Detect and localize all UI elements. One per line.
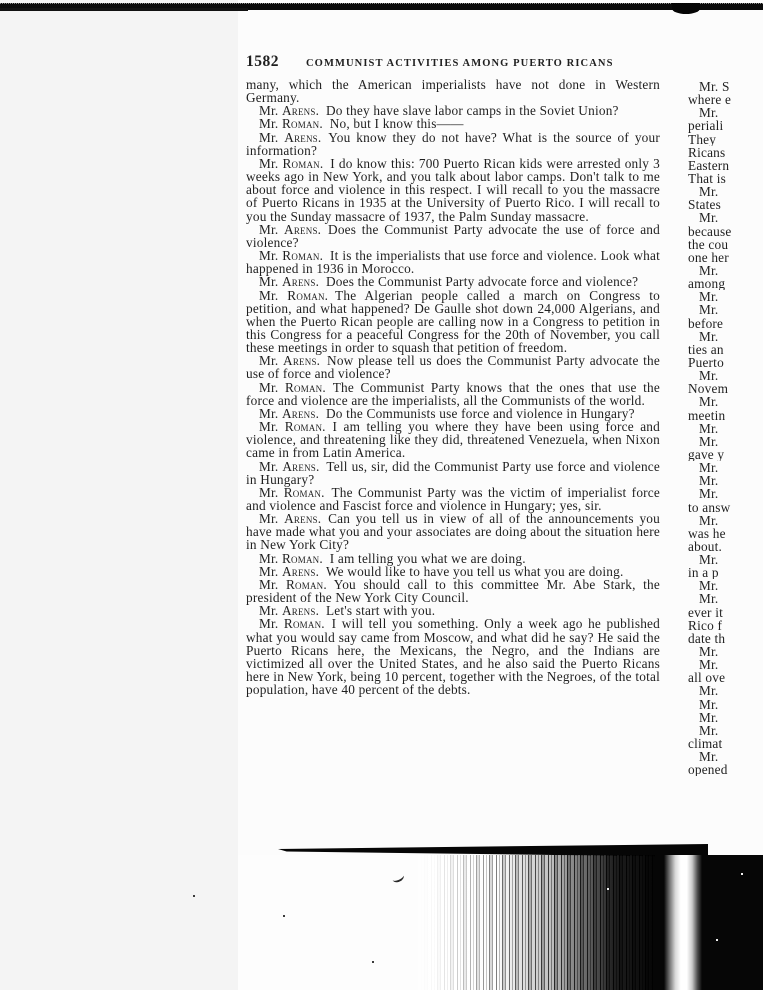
- transcript-paragraph: Mr. Arens. Can you tell us in view of all of the announcements you have made what you and your associates are doing about the situation here in New York City?: [246, 511, 661, 553]
- adjacent-page-fragment: [688, 80, 763, 776]
- transcript-paragraph: Mr. Roman. I am telling you what we are doing.: [259, 550, 526, 566]
- speaker-prefix: Mr.: [259, 419, 285, 435]
- fragment-line: Mr.: [699, 645, 719, 659]
- transcript-paragraph: Mr. Roman. No, but I know this——: [259, 116, 464, 132]
- fragment-line: Mr.: [699, 474, 719, 488]
- fragment-line: Mr.: [699, 658, 719, 672]
- fragment-line: Puerto: [688, 355, 724, 370]
- speaker-prefix: Mr.: [259, 576, 286, 592]
- fragment-line: Mr.: [699, 513, 719, 527]
- speaker-prefix: Mr.: [259, 103, 282, 119]
- transcript-paragraph: Mr. Arens. We would like to have you tell us what you are doing.: [259, 563, 624, 579]
- scan-curl-mark: [391, 871, 406, 884]
- running-header: [246, 53, 660, 71]
- fragment-line: Mr.: [699, 106, 719, 120]
- speaker-prefix: Mr.: [259, 274, 282, 290]
- fragment-line: States: [688, 198, 721, 212]
- speaker-name: Arens.: [283, 353, 321, 369]
- fragment-line: in a p: [688, 566, 719, 580]
- speaker-prefix: Mr.: [259, 116, 282, 132]
- transcript-paragraph: many, which the American imperialists have not done in Western Germany.: [246, 77, 660, 106]
- speaker-prefix: Mr.: [259, 603, 282, 619]
- scan-white-dot: [607, 888, 609, 890]
- speaker-prefix: Mr.: [259, 616, 284, 632]
- fragment-line: Mr.: [699, 395, 719, 409]
- transcript-paragraph: Mr. Roman. You should call to this committee Mr. Abe Stark, the president of the New York City Council.: [246, 576, 660, 606]
- scan-artifact-streaks: [418, 855, 663, 990]
- speaker-name: Roman.: [281, 550, 323, 566]
- transcript-paragraph: Mr. Roman. I do know this: 700 Puerto Rican kids were arrested only 3 weeks ago in New York, and you talk about labor camps. Don't talk to me about force and violence in this respect. I will recall to you the massacre of Puerto Ricans in 1935 at the University of Puerto Rico. I will recall to you the Sunday massacre of 1937, the Palm Sunday massacre.: [246, 155, 660, 224]
- fragment-line: ties an: [688, 342, 724, 356]
- speaker-name: Arens.: [281, 603, 320, 619]
- fragment-line: because: [688, 224, 732, 238]
- speaker-prefix: Mr.: [259, 405, 282, 421]
- transcript-paragraph: Mr. Roman. I will tell you something. Only a week ago he published what you would say came from Moscow, and what did he say? He said the Puerto Ricans here, the Mexicans, the Negro, and the Indians are victimized all over the United States, and he also said the Puerto Ricans here in New York, being 10 percent, together with the Negroes, of the total population, have 40 percent of the debts.: [246, 616, 660, 698]
- fragment-line: about.: [688, 539, 723, 554]
- scan-speck: [372, 961, 374, 963]
- left-margin-strip: [0, 0, 238, 990]
- fragment-line: Mr.: [699, 290, 719, 304]
- transcript-paragraph: Mr. Arens. Let's start with you.: [259, 603, 436, 619]
- fragment-line: Mr.: [699, 710, 719, 724]
- fragment-line: gave y: [688, 447, 725, 462]
- transcript-paragraph: Mr. Roman. The Communist Party was the victim of imperialist force and violence and Fascist force and violence in Hungary; yes, sir.: [246, 484, 660, 513]
- speaker-name: Arens.: [284, 511, 322, 527]
- speaker-prefix: Mr.: [259, 458, 283, 474]
- speaker-name: Roman.: [283, 484, 325, 500]
- speaker-prefix: Mr.: [259, 484, 284, 500]
- scan-artifact-top-blob: [672, 3, 700, 14]
- fragment-line: That is: [688, 171, 726, 186]
- fragment-line: Mr.: [699, 553, 719, 567]
- fragment-line: before: [688, 316, 724, 330]
- speaker-prefix: Mr.: [259, 287, 288, 303]
- fragment-line: Mr.: [699, 697, 719, 711]
- speaker-prefix: Mr.: [259, 563, 282, 579]
- fragment-line: periali: [688, 119, 724, 133]
- fragment-line: Mr.: [699, 211, 719, 225]
- speaker-prefix: Mr.: [259, 353, 284, 369]
- transcript-paragraph: Mr. Roman. The Communist Party knows that the ones that use the force and violence are the imperialists, all the Communists of the world.: [246, 379, 660, 408]
- speaker-prefix: Mr.: [259, 129, 285, 145]
- speaker-name: Roman.: [283, 616, 325, 632]
- fragment-line: Mr.: [699, 750, 719, 764]
- fragment-line: They: [688, 132, 717, 146]
- fragment-line: Mr.: [699, 684, 719, 698]
- fragment-line: ever it: [688, 605, 723, 619]
- speaker-name: Arens.: [281, 405, 320, 421]
- transcript-body: [246, 78, 660, 696]
- fragment-line: among: [688, 277, 726, 291]
- speaker-name: Arens.: [282, 458, 320, 474]
- scan-white-dot: [741, 873, 743, 875]
- scan-speck: [283, 915, 285, 917]
- fragment-line: Mr.: [699, 303, 719, 317]
- transcript-paragraph: Mr. Roman. The Algerian people called a march on Congress to petition, and what happened? De Gaulle shot down 24,000 Algerians, and when the Puerto Rican people are calling now in a Congress to petition in this Congress for a peaceful Congress for the 20th of November, you call these meetings in order to squash that petition of freedom.: [246, 287, 660, 356]
- fragment-line: one her: [688, 250, 729, 264]
- speaker-name: Arens.: [284, 129, 322, 145]
- header-title: COMMUNIST ACTIVITIES AMONG PUERTO RICANS: [306, 58, 614, 69]
- fragment-line: the cou: [688, 237, 729, 251]
- fragment-line: Mr.: [699, 487, 719, 501]
- fragment-line: opened: [688, 763, 728, 777]
- transcript-paragraph: Mr. Arens. You know they do not have? What is the source of your information?: [246, 129, 660, 158]
- speaker-name: Arens.: [281, 103, 320, 119]
- speaker-prefix: Mr.: [259, 550, 282, 566]
- transcript-paragraph: Mr. Arens. Do the Communists use force and violence in Hungary?: [259, 405, 635, 421]
- speaker-prefix: Mr.: [259, 221, 285, 237]
- speaker-name: Arens.: [284, 221, 322, 237]
- transcript-paragraph: Mr. Arens. Does the Communist Party advocate force and violence?: [259, 274, 639, 290]
- fragment-line: Mr.: [699, 329, 719, 343]
- speaker-prefix: Mr.: [259, 248, 283, 264]
- fragment-line: Mr.: [699, 592, 719, 606]
- fragment-line: Mr.: [699, 461, 719, 475]
- speaker-prefix: Mr.: [259, 511, 285, 527]
- scan-white-dot: [716, 939, 718, 941]
- fragment-line: all ove: [688, 671, 726, 685]
- scan-artifact-bottom-region: [0, 843, 763, 990]
- speaker-name: Roman.: [287, 287, 329, 303]
- speaker-name: Arens.: [281, 274, 320, 290]
- scan-speck: [193, 895, 195, 897]
- speaker-prefix: Mr.: [259, 379, 285, 395]
- fragment-line: Ricans: [688, 145, 726, 159]
- fragment-line: meetin: [688, 408, 726, 422]
- transcript-paragraph: Mr. Arens. Do they have slave labor camps in the Soviet Union?: [259, 103, 619, 119]
- fragment-line: date th: [688, 631, 726, 646]
- page-gutter-highlight: [664, 855, 702, 990]
- fragment-line: Novem: [688, 382, 729, 396]
- fragment-line: Rico f: [688, 618, 723, 632]
- transcript-paragraph: Mr. Roman. It is the imperialists that use force and violence. Look what happened in 1936 in Morocco.: [246, 248, 660, 277]
- speaker-name: Roman.: [282, 248, 324, 264]
- speaker-name: Roman.: [282, 155, 324, 171]
- transcript-paragraph: Mr. Arens. Does the Communist Party advocate the use of force and violence?: [246, 221, 660, 250]
- speaker-prefix: Mr.: [259, 155, 283, 171]
- fragment-line: Mr. S: [699, 80, 730, 94]
- speaker-name: Arens.: [281, 563, 320, 579]
- transcript-paragraph: Mr. Roman. I am telling you where they have been using force and violence, and threatening like they did, threatened Venezuela, when Nixon came in from Latin America.: [246, 419, 660, 461]
- transcript-paragraph: Mr. Arens. Tell us, sir, did the Communist Party use force and violence in Hungary?: [246, 458, 660, 487]
- fragment-line: Mr.: [699, 185, 719, 199]
- fragment-line: Mr.: [699, 421, 719, 435]
- speaker-name: Roman.: [281, 116, 323, 132]
- fragment-line: Mr.: [699, 263, 719, 278]
- fragment-line: climat: [688, 737, 723, 751]
- scan-artifact-top-bar-step: [0, 8, 248, 11]
- fragment-line: Mr.: [699, 434, 719, 448]
- speaker-name: Roman.: [285, 576, 327, 592]
- fragment-line: where e: [688, 93, 732, 107]
- speaker-name: Roman.: [284, 379, 326, 395]
- fragment-line: was he: [688, 526, 726, 540]
- transcript-paragraph: Mr. Arens. Now please tell us does the Communist Party advocate the use of force and violence?: [246, 353, 660, 382]
- fragment-line: Eastern: [688, 158, 730, 172]
- fragment-line: Mr.: [699, 723, 719, 738]
- page-number: 1582: [246, 53, 279, 70]
- fragment-line: to answ: [688, 500, 731, 514]
- speaker-name: Roman.: [284, 419, 326, 435]
- fragment-line: Mr.: [699, 369, 719, 383]
- fragment-line: Mr.: [699, 579, 719, 593]
